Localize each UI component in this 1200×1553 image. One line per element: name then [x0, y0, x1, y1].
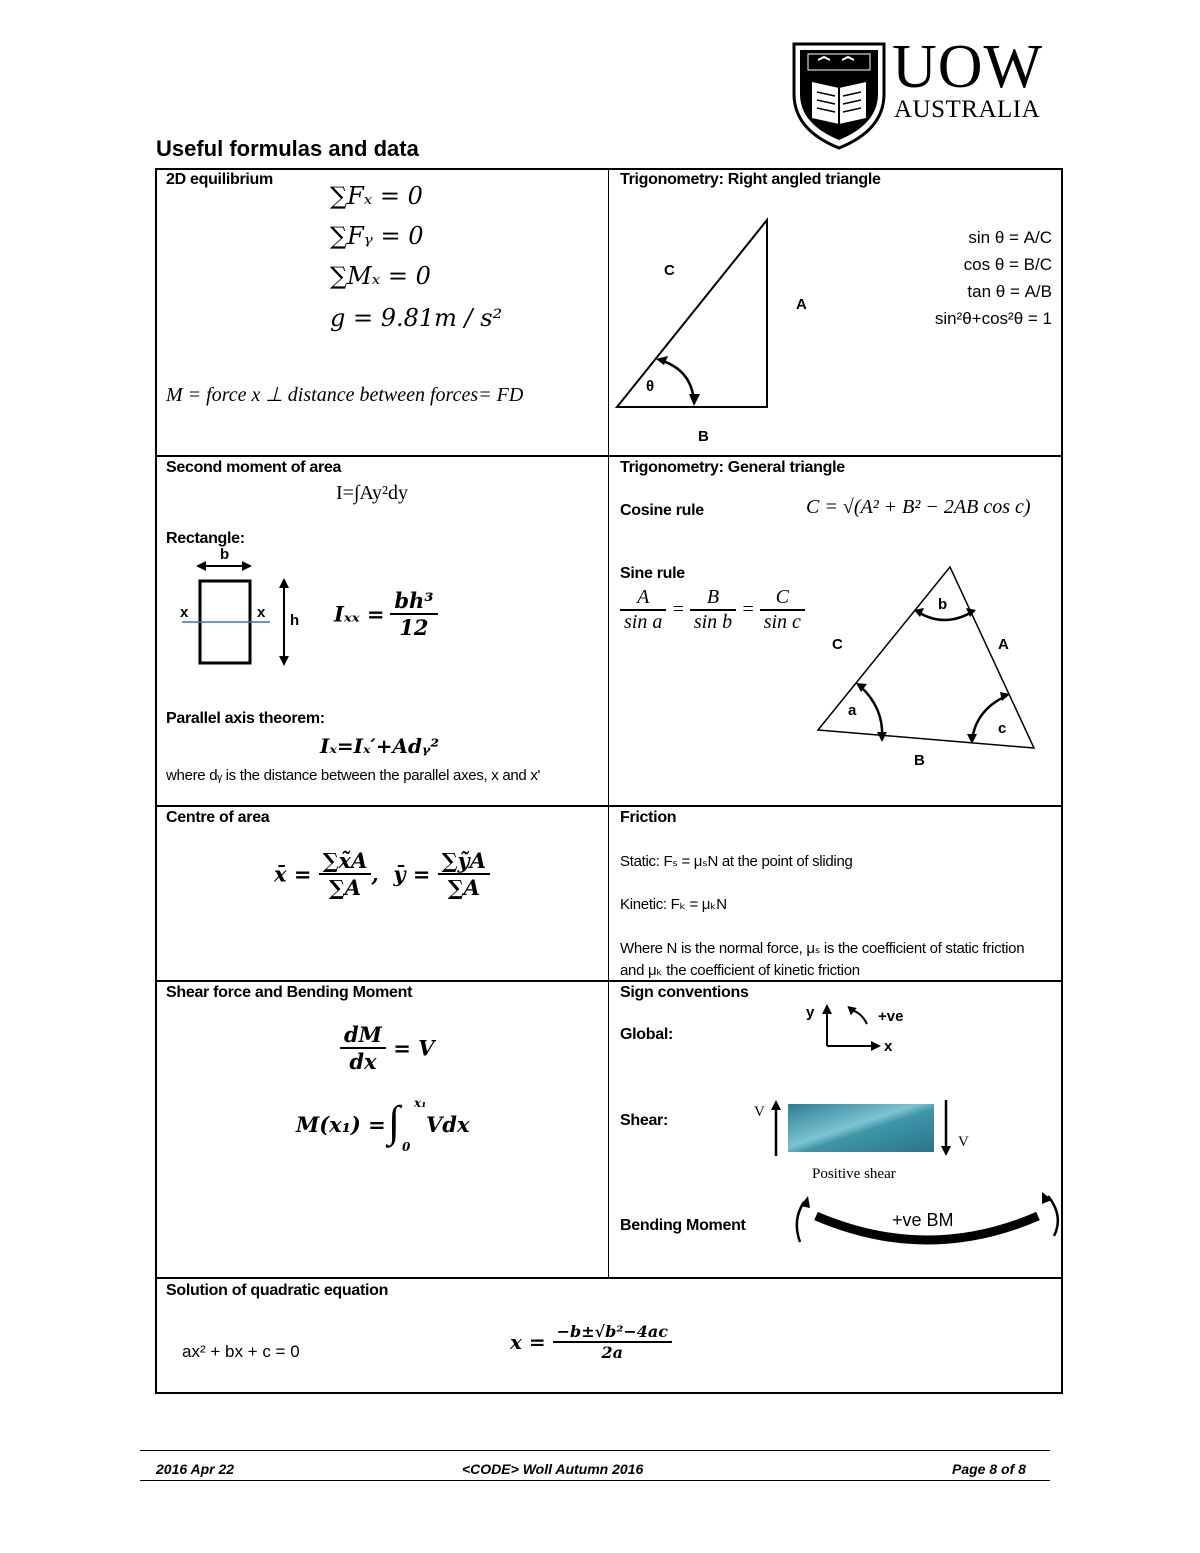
right-triangle-label-c: C	[664, 262, 675, 279]
sine-c-den: sin c	[763, 611, 801, 633]
footer-rule	[140, 1480, 1050, 1481]
centroid-formula: x̄ = $\frac{\sum x̃A}{\sum A}$ , ȳ = $\frac{\text{∑ỹA}}{\sum A}$	[274, 848, 490, 900]
pythagorean-identity: sin²θ+cos²θ = 1	[934, 309, 1052, 328]
ixx-lhs: Iₓₓ =	[334, 601, 385, 627]
right-triangle-label-a: A	[796, 296, 807, 313]
derivative-fraction	[340, 1022, 386, 1074]
row-divider	[155, 805, 1063, 807]
row-divider	[155, 1277, 1063, 1279]
quadratic-numerator: −b±√b²−4ac	[553, 1322, 672, 1343]
xbar-lhs: x̄ =	[274, 861, 312, 887]
parallel-axis-note: where dᵧ is the distance between the parallel axes, x and x'	[166, 767, 541, 784]
parallel-axis-heading: Parallel axis theorem:	[166, 710, 325, 727]
row-divider	[155, 455, 1063, 457]
cosine-rule-label: Cosine rule	[620, 502, 704, 519]
derivative-rhs: = V	[393, 1035, 435, 1061]
right-triangle-label-b: B	[698, 428, 709, 445]
ixx-fraction	[390, 588, 437, 640]
general-triangle-label-A: A	[998, 636, 1009, 653]
ixx-denominator: 12	[399, 615, 429, 640]
rectangle-diagram	[176, 548, 306, 672]
shear-derivative	[340, 1022, 434, 1074]
equilibrium-sum-fy: ∑Fᵧ = 0	[330, 222, 424, 250]
sine-rule-b	[690, 586, 736, 634]
sine-b-den: sin b	[693, 611, 733, 633]
general-triangle-label-a: a	[848, 702, 857, 719]
general-triangle-label-B: B	[914, 752, 925, 769]
sine-rule-label: Sine rule	[620, 565, 685, 582]
column-divider	[608, 168, 609, 1278]
equilibrium-sum-mx: ∑Mₓ = 0	[330, 262, 431, 290]
sine-a-den: sin a	[624, 611, 663, 633]
general-triangle-label-C: C	[832, 636, 843, 653]
footer-date: 2016 Apr 22	[156, 1461, 235, 1477]
logo-wordmark: UOW	[892, 33, 1044, 101]
second-moment-heading: Second moment of area	[166, 459, 342, 476]
quadratic-formula	[510, 1322, 672, 1362]
logo-country: AUSTRALIA	[894, 96, 1041, 123]
global-axis-y: y	[806, 1004, 815, 1021]
trig-right-heading: Trigonometry: Right angled triangle	[620, 171, 881, 188]
xbar-fraction	[319, 848, 372, 900]
quadratic-lhs: x =	[510, 1330, 546, 1354]
footer-course: <CODE> Woll Autumn 2016	[462, 1461, 644, 1477]
quadratic-denominator: 2a	[601, 1343, 624, 1362]
rectangle-axis-right: x	[257, 604, 266, 621]
moment-integral-lhs: M(x₁) =	[296, 1112, 386, 1137]
derivative-num: dM	[340, 1022, 386, 1049]
sine-c-num: C	[760, 586, 805, 611]
quadratic-equation: ax² + bx + c = 0	[182, 1342, 300, 1361]
quadratic-heading: Solution of quadratic equation	[166, 1282, 389, 1299]
shear-v-right: V	[958, 1134, 969, 1150]
gravity-constant: g = 9.81m / s²	[330, 304, 503, 332]
ixx-formula	[334, 588, 438, 640]
xbar-den: ∑A	[329, 875, 362, 900]
ixx-numerator: bh³	[390, 588, 437, 615]
shear-v-left: V	[754, 1104, 765, 1120]
sine-a-num: A	[620, 586, 666, 611]
rectangle-dim-h: h	[290, 612, 300, 629]
crest-icon	[790, 38, 888, 150]
derivative-den: dx	[349, 1049, 377, 1074]
friction-static: Static: Fₛ = μₛN at the point of sliding	[620, 853, 853, 870]
global-axis-x: x	[884, 1038, 893, 1055]
ybar-num: ∑ỹA	[438, 848, 490, 875]
centre-heading: Centre of area	[166, 809, 270, 826]
ybar-fraction	[438, 848, 490, 900]
ybar-lhs: ȳ =	[393, 861, 431, 887]
tan-definition: tan θ = A/B	[967, 282, 1052, 301]
rectangle-label: Rectangle:	[166, 530, 245, 547]
ybar-den: ∑A	[447, 875, 480, 900]
general-triangle-label-c: c	[998, 720, 1007, 737]
xbar-num: ∑x̃A	[319, 848, 372, 875]
moment-definition: M = force x ⊥ distance between forces= FD	[166, 384, 524, 406]
quadratic-fraction	[553, 1322, 672, 1362]
footer-page: Page 8 of 8	[952, 1461, 1026, 1477]
sine-rule-formula: $\frac{A}{\text{sin a}}$ = $\frac{B}{\text{sin b}}$ = $\frac{C}{\text{sin c}}$	[620, 586, 805, 634]
bending-moment-text: +ve BM	[892, 1210, 954, 1230]
shear-label: Shear:	[620, 1112, 668, 1129]
cosine-rule-formula: C = √(A² + B² − 2AB cos c)	[806, 496, 1031, 518]
parallel-axis-formula: Iₓ=Iₓ′+Adᵧ²	[320, 734, 440, 758]
cos-definition: cos θ = B/C	[963, 255, 1052, 274]
friction-note: Where N is the normal force, μₛ is the coefficient of static friction and μₖ the coefficient of kinetic friction	[620, 940, 1025, 979]
right-triangle-diagram	[612, 212, 812, 422]
page-title: Useful formulas and data	[156, 136, 419, 161]
integral-body: Vdx	[426, 1112, 470, 1137]
integral-lower-limit: 0	[402, 1140, 411, 1154]
global-positive: +ve	[878, 1008, 904, 1025]
general-triangle-label-b: b	[938, 596, 948, 613]
positive-shear-diagram	[760, 1096, 970, 1160]
sine-rule-a	[620, 586, 666, 634]
friction-heading: Friction	[620, 809, 677, 826]
rectangle-dim-b: b	[220, 546, 230, 563]
uow-logo	[790, 33, 1060, 150]
sine-b-num: B	[690, 586, 736, 611]
sine-rule-c	[760, 586, 805, 634]
shear-caption: Positive shear	[812, 1166, 896, 1182]
friction-kinetic: Kinetic: Fₖ = μₖN	[620, 896, 727, 913]
integral-upper-limit: x₁	[414, 1096, 427, 1110]
equilibrium-heading: 2D equilibrium	[166, 171, 273, 188]
sin-definition: sin θ = A/C	[968, 228, 1052, 247]
right-triangle-label-theta: θ	[646, 378, 655, 395]
integral-sign-icon: ∫	[388, 1097, 401, 1146]
second-moment-integral: I=∫Ay²dy	[336, 482, 409, 504]
trig-general-heading: Trigonometry: General triangle	[620, 459, 845, 476]
bending-moment-label: Bending Moment	[620, 1217, 746, 1234]
shear-bm-heading: Shear force and Bending Moment	[166, 984, 413, 1001]
rectangle-axis-left: x	[180, 604, 189, 621]
general-triangle-diagram	[812, 560, 1042, 755]
footer-rule	[140, 1450, 1050, 1451]
equilibrium-sum-fx: ∑Fₓ = 0	[330, 182, 423, 210]
sign-heading: Sign conventions	[620, 984, 749, 1001]
global-label: Global:	[620, 1026, 674, 1043]
